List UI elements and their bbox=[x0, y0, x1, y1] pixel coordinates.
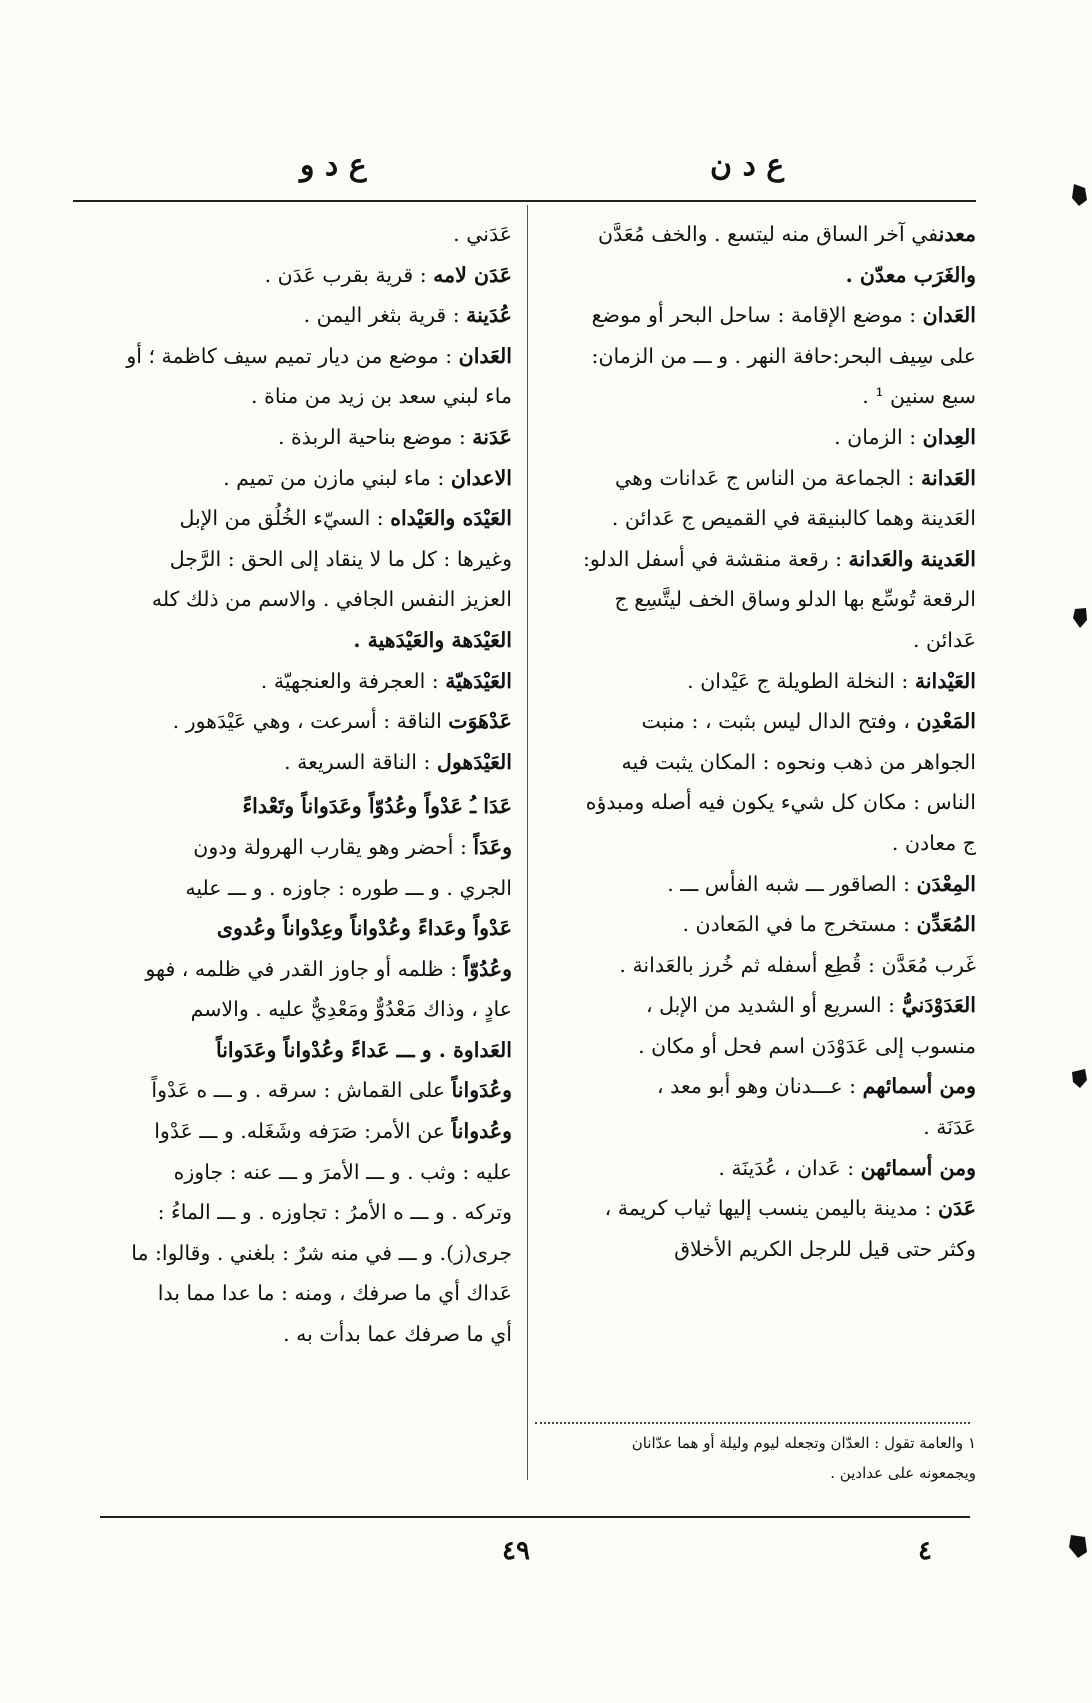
left-column-line bbox=[72, 579, 512, 620]
headword: العَيْدَهول bbox=[436, 749, 512, 774]
right-column-line bbox=[540, 336, 976, 377]
headword: وعَدَاً bbox=[473, 834, 512, 859]
right-column-line bbox=[540, 498, 976, 539]
headword: المُعَدِّن bbox=[916, 912, 976, 937]
definition-text: : موضع الإقامة : ساحل البحر أو موضع bbox=[591, 303, 923, 328]
right-column-line bbox=[540, 1026, 976, 1067]
headword: وعُدواناً bbox=[451, 1119, 512, 1144]
left-column-line bbox=[72, 1233, 512, 1274]
left-column-line bbox=[72, 539, 512, 580]
headword: العَدانة bbox=[921, 465, 976, 490]
definition-text: العزيز النفس الجافي . والاسم من ذلك كله bbox=[151, 587, 512, 612]
left-column-root-heading: ع د و bbox=[300, 148, 367, 183]
left-column-line bbox=[72, 827, 512, 868]
definition-text: عليه : وثب . و ـــ الأمرَ و ـــ عنه : جاوزه bbox=[173, 1159, 512, 1184]
definition-text: عَدائن . bbox=[912, 627, 976, 652]
right-column-root-heading: ع د ن bbox=[710, 148, 785, 183]
right-column-line bbox=[540, 945, 976, 986]
definition-text: في آخر الساق منه ليتسع . والخف مُعَدَّن bbox=[598, 222, 939, 246]
headword: العِدان bbox=[922, 424, 976, 449]
right-column-line bbox=[540, 376, 976, 417]
right-column-line bbox=[540, 823, 976, 864]
right-column-line bbox=[540, 458, 976, 499]
left-column-line bbox=[72, 417, 512, 458]
definition-text: : قرية بقرب عَدَن . bbox=[264, 262, 434, 287]
definition-text: الجري . و ـــ طوره : جاوزه . و ـــ عليه bbox=[185, 875, 512, 900]
headword: ومن أسمائهم bbox=[862, 1074, 976, 1099]
page-number-left: ٤٩ bbox=[502, 1536, 530, 1566]
headword: عَدْواً وعَداءً وعُدْواناً وعِدْواناً وعُدوى bbox=[216, 916, 512, 941]
definition-text: : قرية بثغر اليمن . bbox=[303, 303, 467, 328]
headword: معدن bbox=[938, 222, 976, 246]
left-column-line bbox=[72, 786, 512, 827]
right-column-line bbox=[540, 1107, 976, 1148]
definition-text: عن الأمر: صَرَفه وشَغَله. و ـــ عَدْوا bbox=[154, 1119, 452, 1144]
headword: عَدَا ـُ عَدْواً وعُدُوّاً وعَدَواناً وتَعْداءً bbox=[242, 794, 512, 819]
definition-text: عادٍ ، وذاك مَعْدُوٌّ ومَعْدِيٌّ عليه . والاسم bbox=[190, 997, 512, 1022]
headword: العَدينة والعَدانة bbox=[848, 546, 976, 571]
scan-ink-mark bbox=[1070, 182, 1088, 208]
headword: العَدان bbox=[922, 303, 976, 328]
definition-text: : موضع من ديار تميم سيف كاظمة ؛ أو bbox=[126, 343, 459, 368]
right-column-line bbox=[540, 214, 976, 255]
left-column bbox=[72, 214, 512, 1355]
left-column-line bbox=[72, 949, 512, 990]
right-column-line bbox=[540, 864, 976, 905]
left-column-line bbox=[72, 498, 512, 539]
left-column-line bbox=[72, 458, 512, 499]
left-column-line bbox=[72, 1030, 512, 1071]
definition-text: : الجماعة من الناس ج عَدانات وهي bbox=[615, 465, 922, 490]
definition-text: : النخلة الطويلة ج عَيْدان . bbox=[687, 668, 915, 693]
definition-text: عَدَني . bbox=[453, 222, 512, 246]
definition-text: الرقعة تُوسِّع بها الدلو وساق الخف ليتَّسِع ج bbox=[614, 587, 976, 612]
definition-text: : العجرفة والعنجهيّة . bbox=[260, 668, 446, 693]
definition-text: الناقة : أسرعت ، وهي عَيْدَهور . bbox=[172, 709, 449, 734]
headword: المَعْدِن bbox=[916, 709, 976, 734]
left-column-line bbox=[72, 1273, 512, 1314]
right-column-line bbox=[540, 295, 976, 336]
headword: عَدَنة bbox=[472, 424, 512, 449]
definition-text: : عَدان ، عُدَينَة . bbox=[718, 1155, 861, 1180]
definition-text: وتركه . و ـــ ه الأمرُ : تجاوزه . و ـــ الماءُ : bbox=[157, 1200, 512, 1225]
headword: العَدَوْدَنيُّ bbox=[901, 993, 976, 1018]
definition-text: عَدَنَة . bbox=[923, 1115, 976, 1140]
left-column-line bbox=[72, 295, 512, 336]
definition-text: ج معادن . bbox=[891, 830, 976, 855]
scan-ink-mark bbox=[1068, 1532, 1088, 1560]
left-column-line bbox=[72, 214, 512, 255]
footnote-line: ١ والعامة تقول : العدّان وتجعله ليوم وليلة أو هما عدّانان bbox=[631, 1434, 976, 1452]
right-column-line bbox=[540, 742, 976, 783]
left-column-line bbox=[72, 255, 512, 296]
right-column-line bbox=[540, 539, 976, 580]
definition-text: أي ما صرفك عما بدأت به . bbox=[283, 1322, 512, 1347]
right-column-line bbox=[540, 1066, 976, 1107]
definition-text: : الزمان . bbox=[834, 424, 923, 449]
left-column-line bbox=[72, 1314, 512, 1355]
headword: ومن أسمائهن bbox=[860, 1155, 976, 1180]
definition-text: : الصاقور ـــ شبه الفأس ـــ . bbox=[667, 871, 917, 896]
definition-text: : السيّء الخُلُق من الإبل bbox=[179, 506, 391, 531]
definition-text: ، وفتح الدال ليس بثبت ، : منبت bbox=[641, 709, 917, 734]
footnote bbox=[540, 1428, 976, 1488]
definition-text: عَداك أي ما صرفك ، ومنه : ما عدا مما بدا bbox=[157, 1281, 512, 1306]
headword: عَدَن لامه bbox=[433, 262, 512, 287]
definition-text: جرى(ز). و ـــ في منه شرٌ : بلغني . وقالوا: ما bbox=[131, 1240, 512, 1265]
right-column-line bbox=[540, 782, 976, 823]
headword: وعُدَواناً bbox=[451, 1078, 512, 1103]
definition-text: الجواهر من ذهب ونحوه : المكان يثبت فيه bbox=[621, 749, 976, 774]
definition-text: غَرب مُعَدَّن : قُطِع أسفله ثم خُرز بالعَدانة . bbox=[619, 952, 976, 977]
definition-text: وغيرها : كل ما لا ينقاد إلى الحق : الرَّجل bbox=[169, 546, 512, 571]
headword: عُدَينة bbox=[466, 303, 512, 328]
headword: عَدْهَوَت bbox=[448, 709, 512, 734]
definition-text: : مستخرج ما في المَعادن . bbox=[682, 912, 917, 937]
definition-text: : ظلمه أو جاوز القدر في ظلمه ، فهو bbox=[145, 956, 464, 981]
left-column-line bbox=[72, 1111, 512, 1152]
right-column bbox=[540, 214, 976, 1269]
left-column-line bbox=[72, 1070, 512, 1111]
definition-text: على القماش : سرقه . و ـــ ه عَدْواً bbox=[151, 1078, 452, 1103]
right-column-line bbox=[540, 985, 976, 1026]
left-column-line bbox=[72, 661, 512, 702]
header-rule bbox=[73, 200, 976, 202]
right-column-line bbox=[540, 1229, 976, 1270]
scan-ink-mark bbox=[1072, 606, 1088, 630]
right-column-line bbox=[540, 620, 976, 661]
headword: وعُدُوّاً bbox=[463, 956, 512, 981]
right-column-line bbox=[540, 255, 976, 296]
definition-text: : مدينة باليمن ينسب إليها ثياب كريمة ، bbox=[604, 1196, 938, 1221]
definition-text: وكثر حتى قيل للرجل الكريم الأخلاق bbox=[674, 1236, 976, 1261]
left-column-line bbox=[72, 908, 512, 949]
definition-text: العَدينة وهما كالبنيقة في القميص ج عَدائن . bbox=[611, 506, 976, 531]
left-column-line bbox=[72, 336, 512, 377]
headword: العَداوة . و ـــ عَداءً وعُدْواناً وعَدَواناً bbox=[215, 1037, 512, 1062]
definition-text: ماء لبني سعد بن زيد من مناة . bbox=[251, 384, 512, 409]
headword: العَيْدَه والعَيْداه bbox=[390, 506, 512, 531]
footer-rule bbox=[100, 1516, 970, 1518]
headword: العَيْدانة bbox=[914, 668, 976, 693]
headword: المِعْدَن bbox=[916, 871, 976, 896]
definition-text: : أحضر وهو يقارب الهرولة ودون bbox=[193, 834, 474, 859]
definition-text: سبع سنين ¹ . bbox=[862, 384, 976, 409]
right-column-line bbox=[540, 701, 976, 742]
headword: الاعدان bbox=[450, 465, 512, 490]
definition-text: : رقعة منقشة في أسفل الدلو: bbox=[583, 546, 849, 571]
left-column-line bbox=[72, 742, 512, 783]
definition-text: : موضع بناحية الربذة . bbox=[277, 424, 473, 449]
definition-text: : عـــدنان وهو أبو معد ، bbox=[657, 1074, 863, 1099]
scan-ink-mark bbox=[1070, 1068, 1088, 1090]
left-column-line bbox=[72, 868, 512, 909]
footnote-line: ويجمعونه على عدادين . bbox=[830, 1464, 976, 1482]
right-column-line bbox=[540, 661, 976, 702]
headword: عَدَن bbox=[937, 1196, 976, 1221]
right-column-line bbox=[540, 1148, 976, 1189]
footnote-separator bbox=[535, 1422, 970, 1424]
definition-text: : السريع أو الشديد من الإبل ، bbox=[646, 993, 902, 1018]
definition-text: منسوب إلى عَدَوْدَن اسم فحل أو مكان . bbox=[638, 1033, 976, 1058]
left-column-line bbox=[72, 989, 512, 1030]
left-column-line bbox=[72, 1192, 512, 1233]
headword: العَدان bbox=[458, 343, 512, 368]
right-column-line bbox=[540, 417, 976, 458]
definition-text: الناس : مكان كل شيء يكون فيه أصله ومبدؤه bbox=[585, 790, 976, 815]
headword: العَيْدَهة والعَيْدَهية . bbox=[353, 627, 512, 652]
definition-text: على سِيف البحر:حافة النهر . و ـــ من الزمان: bbox=[591, 343, 976, 368]
left-column-line bbox=[72, 376, 512, 417]
definition-text: : الناقة السريعة . bbox=[284, 749, 437, 774]
left-column-line bbox=[72, 1152, 512, 1193]
right-column-line bbox=[540, 904, 976, 945]
headword: العَيْدَهيّة bbox=[445, 668, 512, 693]
right-column-line bbox=[540, 579, 976, 620]
column-divider bbox=[527, 205, 528, 1480]
left-column-line bbox=[72, 620, 512, 661]
left-column-line bbox=[72, 701, 512, 742]
headword: والغَرَب معدّن . bbox=[845, 262, 976, 287]
definition-text: : ماء لبني مازن من تميم . bbox=[223, 465, 451, 490]
right-column-line bbox=[540, 1188, 976, 1229]
page-number-right: ٤ bbox=[918, 1536, 932, 1566]
